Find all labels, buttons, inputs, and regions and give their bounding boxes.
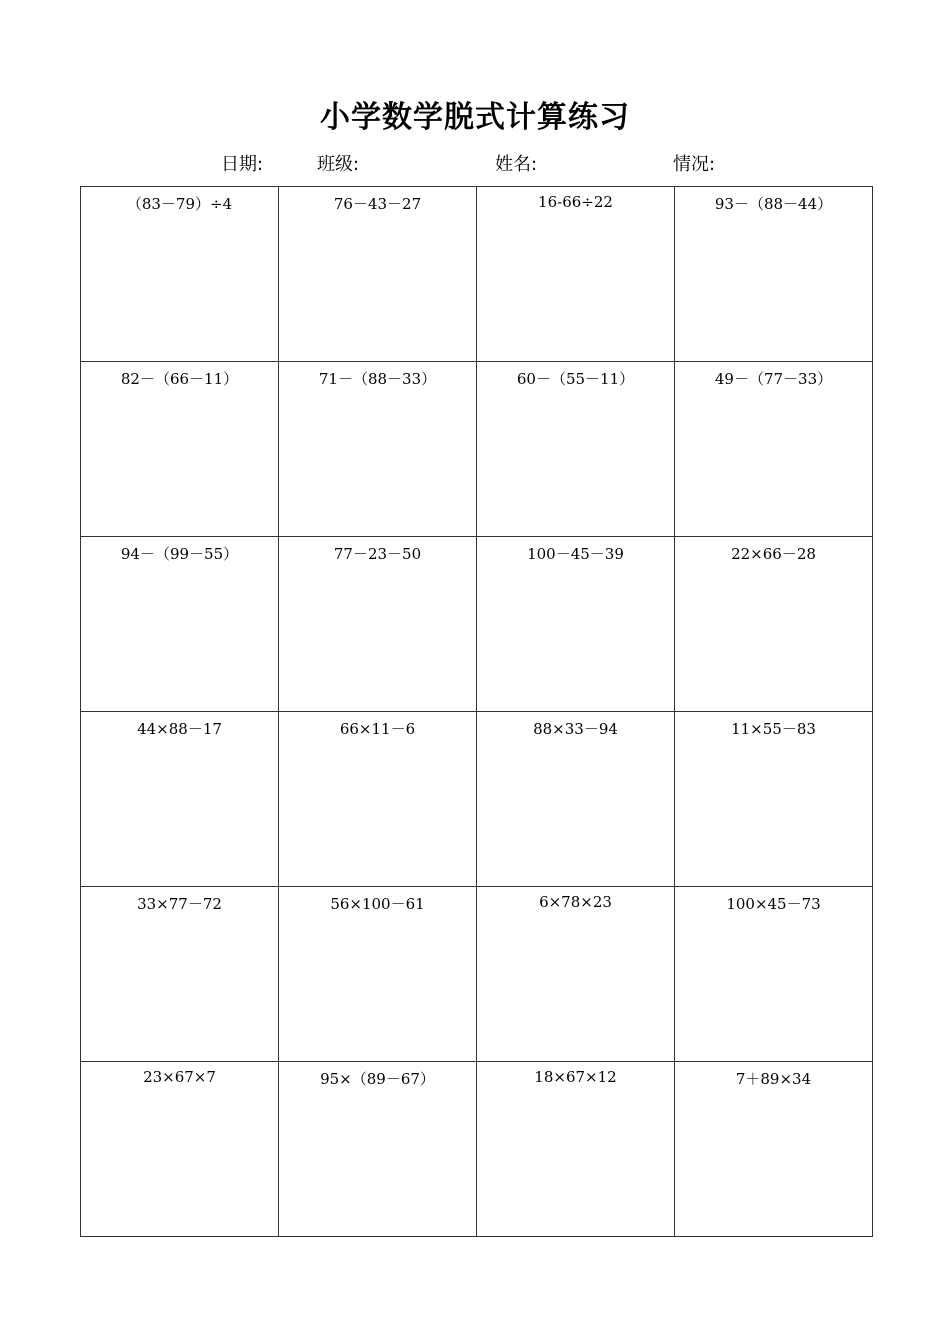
page-title: 小学数学脱式计算练习 xyxy=(320,100,630,135)
problem-expression: 94－（99－55） xyxy=(120,545,239,563)
problem-expression: 56×100－61 xyxy=(330,895,425,913)
problem-cell xyxy=(81,1062,279,1237)
problem-expression: 49－（77－33） xyxy=(714,370,833,388)
problem-expression: 6×78×23 xyxy=(539,893,612,911)
problem-expression: 44×88－17 xyxy=(137,720,222,738)
problem-expression: 23×67×7 xyxy=(143,1068,216,1086)
problem-cell xyxy=(477,537,675,712)
problem-expression: 22×66－28 xyxy=(731,545,816,563)
problem-cell xyxy=(675,1062,873,1237)
name-label: 姓名: xyxy=(495,154,538,175)
status-label: 情况: xyxy=(673,154,716,175)
problem-expression: 16-66÷22 xyxy=(538,193,613,211)
problem-expression: 11×55－83 xyxy=(731,720,816,738)
problem-cell xyxy=(675,712,873,887)
problem-cell xyxy=(477,187,675,362)
problem-cell xyxy=(675,537,873,712)
problem-expression: 77－23－50 xyxy=(333,545,422,563)
grid-row xyxy=(81,1062,873,1237)
problem-cell xyxy=(675,887,873,1062)
grid-row xyxy=(81,362,873,537)
problem-cell xyxy=(279,537,477,712)
grid-row xyxy=(81,537,873,712)
problem-expression: 100－45－39 xyxy=(527,545,624,563)
problem-cell xyxy=(477,1062,675,1237)
problem-expression: 18×67×12 xyxy=(534,1068,617,1086)
info-row xyxy=(0,150,950,176)
problem-expression: 71－（88－33） xyxy=(318,370,437,388)
problem-cell xyxy=(279,362,477,537)
problem-cell xyxy=(81,712,279,887)
problem-expression: 93－（88－44） xyxy=(714,195,833,213)
problem-cell xyxy=(279,1062,477,1237)
problem-expression: 88×33－94 xyxy=(533,720,618,738)
problem-cell xyxy=(477,887,675,1062)
grid-row xyxy=(81,187,873,362)
problem-cell xyxy=(81,187,279,362)
problem-cell xyxy=(81,887,279,1062)
problem-expression: 82－（66－11） xyxy=(120,370,239,388)
problem-expression: 33×77－72 xyxy=(137,895,222,913)
problem-expression: 60－（55－11） xyxy=(516,370,635,388)
problem-cell xyxy=(675,362,873,537)
grid-row xyxy=(81,712,873,887)
problem-cell xyxy=(477,712,675,887)
class-label: 班级: xyxy=(317,154,360,175)
grid-row xyxy=(81,887,873,1062)
problem-cell xyxy=(279,187,477,362)
problem-expression: 7＋89×34 xyxy=(735,1070,812,1088)
problem-expression: 100×45－73 xyxy=(726,895,821,913)
problem-cell xyxy=(477,362,675,537)
problem-expression: 66×11－6 xyxy=(339,720,416,738)
problem-cell xyxy=(81,362,279,537)
problem-cell xyxy=(279,712,477,887)
problem-cell xyxy=(675,187,873,362)
problem-grid xyxy=(80,186,873,1237)
problem-cell xyxy=(279,887,477,1062)
problem-expression: 76－43－27 xyxy=(333,195,422,213)
problem-expression: 95×（89－67） xyxy=(320,1070,435,1088)
problem-cell xyxy=(81,537,279,712)
problem-expression: （83－79）÷4 xyxy=(126,195,233,213)
date-label: 日期: xyxy=(221,154,264,175)
